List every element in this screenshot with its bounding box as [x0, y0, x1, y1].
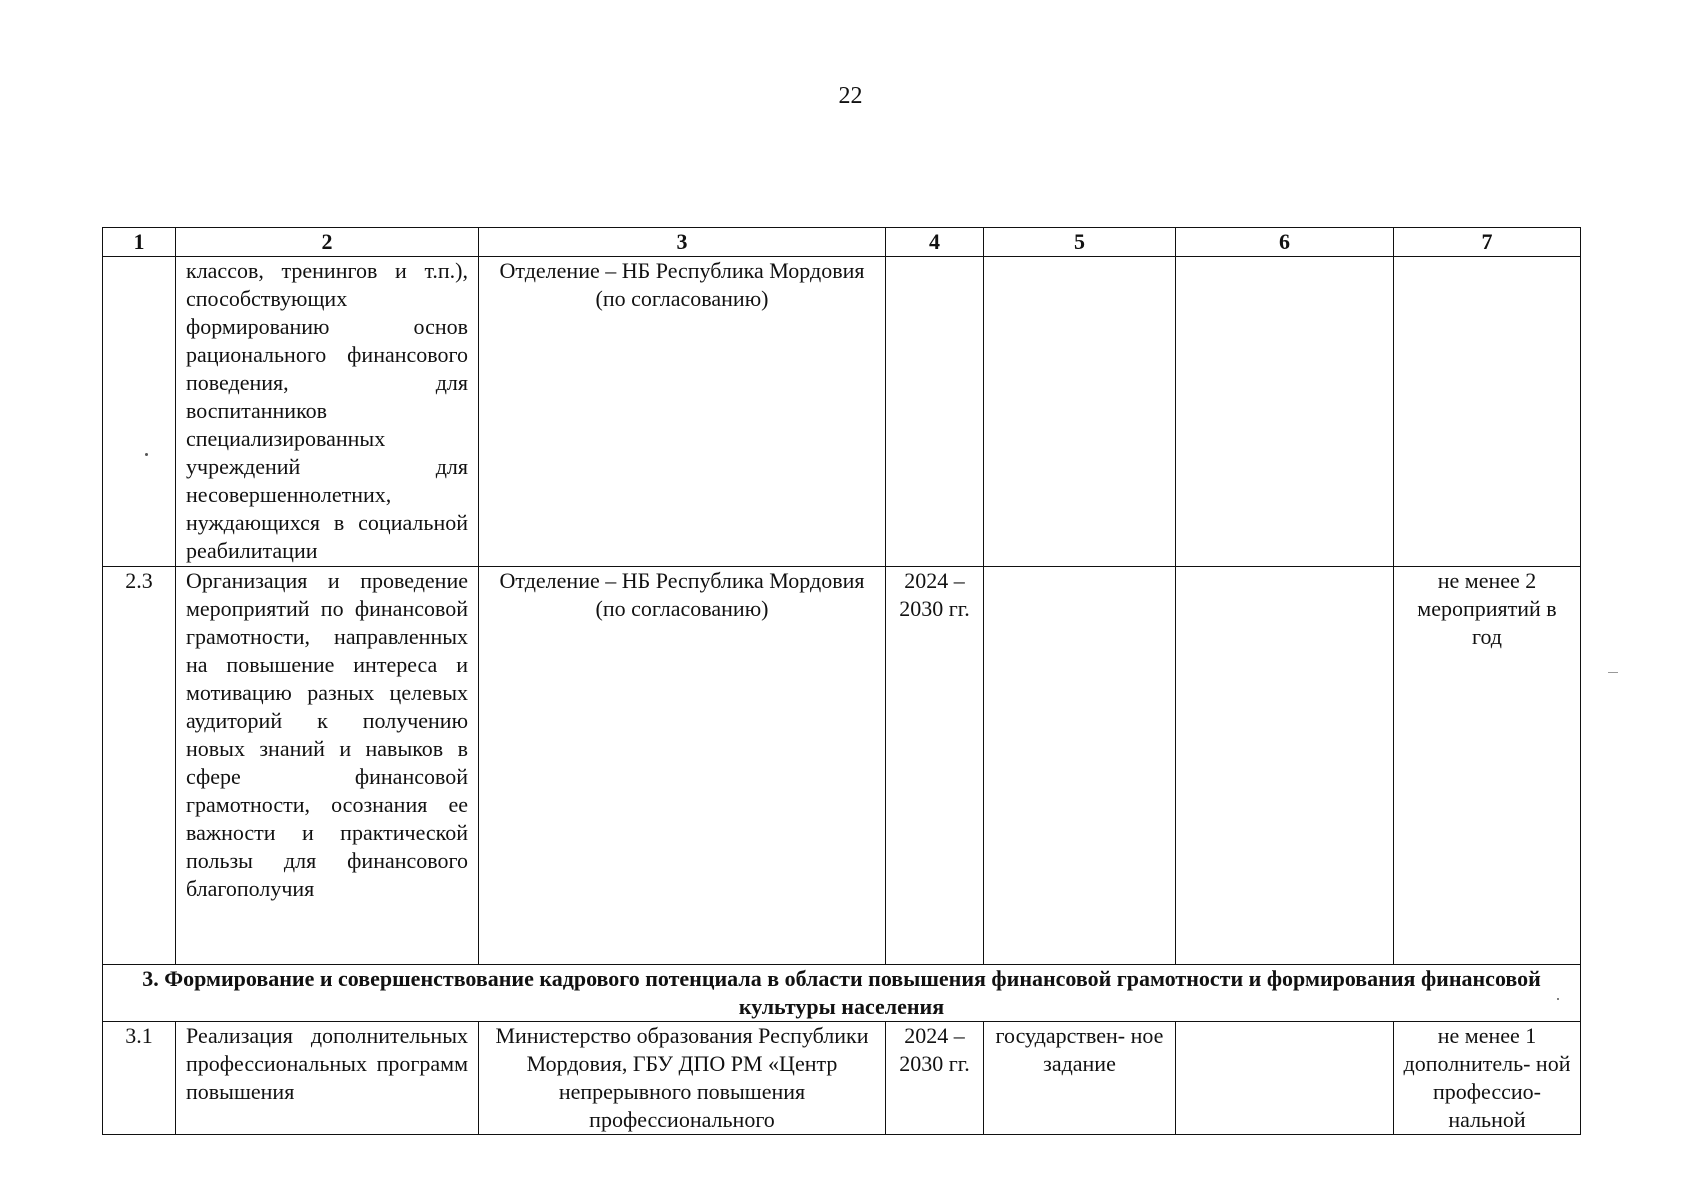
- row-number-cell: 2.3: [103, 567, 176, 965]
- executor-cell: Отделение – НБ Республика Мордовия (по согласованию): [479, 567, 886, 965]
- funding-source-cell: государствен- ное задание: [984, 1022, 1176, 1135]
- column-header-4: 4: [886, 228, 984, 257]
- scan-speck: [1557, 998, 1559, 1000]
- table-row: [103, 1022, 1581, 1135]
- executor-cell: Министерство образования Республики Мордовия, ГБУ ДПО РМ «Центр непрерывного повышения профессионального: [479, 1022, 886, 1135]
- funding-source-cell: [984, 257, 1176, 567]
- column-header-5: 5: [984, 228, 1176, 257]
- column-header-2: 2: [176, 228, 479, 257]
- column-6-cell: [1176, 1022, 1394, 1135]
- result-cell: [1394, 257, 1581, 567]
- years-cell: 2024 – 2030 гг.: [886, 567, 984, 965]
- activity-name-cell: классов, тренингов и т.п.), способствующих формированию основ рационального финансового поведения, для воспитанников специализированных учреждений для несовершеннолетних, нуждающихся в социальной реабилитации: [176, 257, 479, 567]
- activities-table: [102, 227, 1581, 1135]
- column-header-1: 1: [103, 228, 176, 257]
- table-row: [103, 567, 1581, 965]
- column-6-cell: [1176, 567, 1394, 965]
- column-header-3: 3: [479, 228, 886, 257]
- section-heading: 3. Формирование и совершенствование кадрового потенциала в области повышения финансовой грамотности и формирования финансовой культуры населения: [103, 965, 1581, 1022]
- page-number: 22: [838, 83, 863, 109]
- activity-name-cell: Организация и проведение мероприятий по финансовой грамотности, направленных на повышение интереса и мотивацию разных целевых аудиторий к получению новых знаний и навыков в сфере финансовой грамотности, осознания ее важности и практической пользы для финансового благополучия: [176, 567, 479, 965]
- result-cell: не менее 2 мероприятий в год: [1394, 567, 1581, 965]
- result-cell: не менее 1 дополнитель- ной профессио- нальной: [1394, 1022, 1581, 1135]
- column-6-cell: [1176, 257, 1394, 567]
- funding-source-cell: [984, 567, 1176, 965]
- column-header-7: 7: [1394, 228, 1581, 257]
- activity-name-cell: Реализация дополнительных профессиональных программ повышения: [176, 1022, 479, 1135]
- executor-cell: Отделение – НБ Республика Мордовия (по согласованию): [479, 257, 886, 567]
- column-number-row: [103, 228, 1581, 257]
- column-header-6: 6: [1176, 228, 1394, 257]
- scan-speck: [145, 453, 148, 456]
- scan-mark: [1608, 672, 1618, 673]
- row-number-cell: 3.1: [103, 1022, 176, 1135]
- years-cell: 2024 – 2030 гг.: [886, 1022, 984, 1135]
- row-number-cell: [103, 257, 176, 567]
- table-row: [103, 257, 1581, 567]
- years-cell: [886, 257, 984, 567]
- section-heading-row: [103, 965, 1581, 1022]
